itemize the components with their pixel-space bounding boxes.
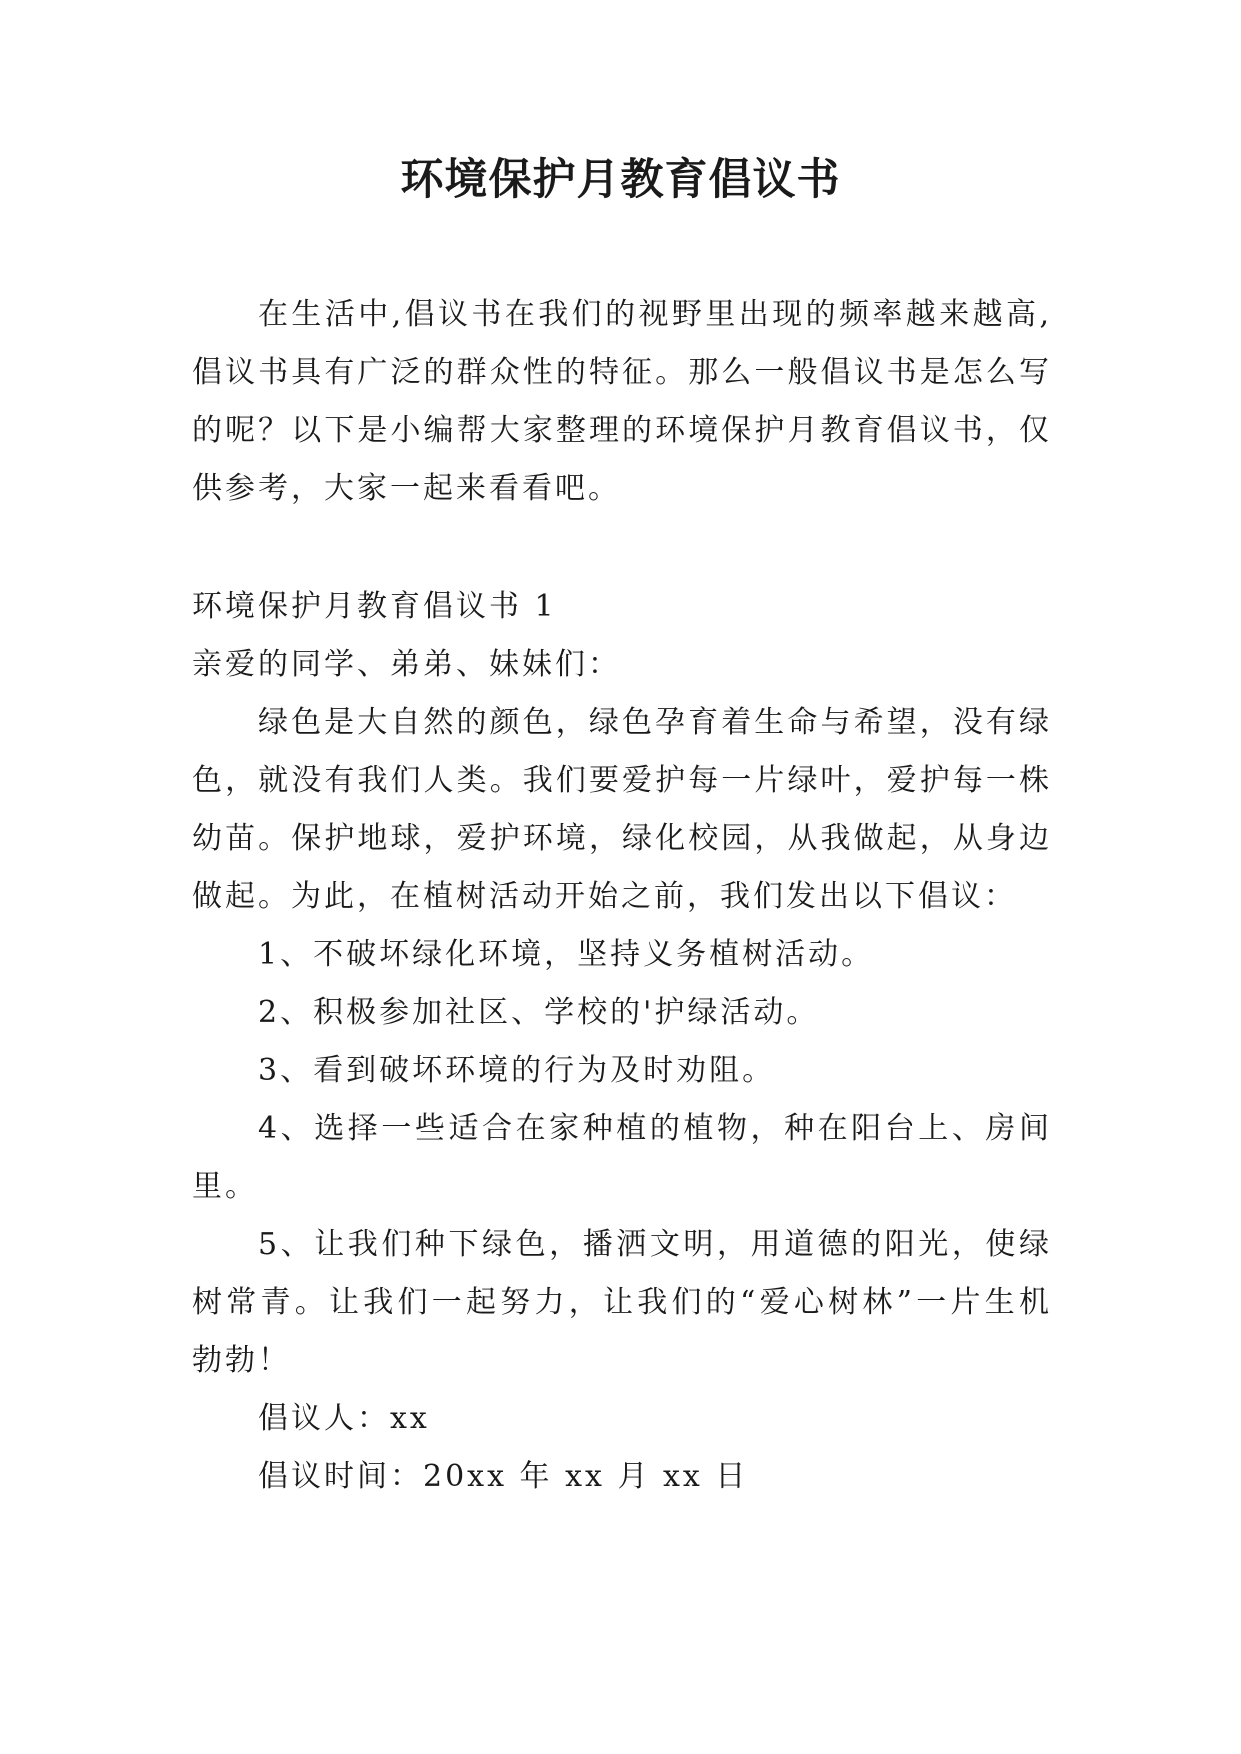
proposal-section (192, 578, 1052, 1506)
intro-paragraph: 在生活中,倡议书在我们的视野里出现的频率越来越高,倡议书具有广泛的群众性的特征。那么一般倡议书是怎么写的呢？以下是小编帮大家整理的环境保护月教育倡议书，仅供参考，大家一起来看看吧。 (192, 297, 1052, 506)
intro-block (192, 286, 1052, 518)
document-title: 环境保护月教育倡议书 (400, 155, 841, 205)
proposal-item-5: 5、让我们种下绿色，播洒文明，用道德的阳光，使绿树常青。让我们一起努力，让我们的“爱心树林”一片生机勃勃！ (192, 1227, 1052, 1378)
proposer-line: 倡议人：xx (258, 1401, 430, 1436)
section-heading: 环境保护月教育倡议书 1 (192, 589, 557, 624)
main-paragraph: 绿色是大自然的颜色，绿色孕育着生命与希望，没有绿色，就没有我们人类。我们要爱护每一片绿叶，爱护每一株幼苗。保护地球，爱护环境，绿化校园，从我做起，从身边做起。为此，在植树活动开始之前，我们发出以下倡议： (192, 705, 1052, 914)
proposal-item-1: 1、不破坏绿化环境，坚持义务植树活动。 (258, 937, 875, 972)
greeting-line: 亲爱的同学、弟弟、妹妹们： (192, 647, 621, 682)
date-line: 倡议时间：20xx 年 xx 月 xx 日 (258, 1459, 749, 1494)
proposal-item-3: 3、看到破坏环境的行为及时劝阻。 (258, 1053, 776, 1088)
proposal-item-4: 4、选择一些适合在家种植的植物，种在阳台上、房间里。 (192, 1111, 1052, 1204)
proposal-item-2: 2、积极参加社区、学校的'护绿活动。 (258, 995, 820, 1030)
